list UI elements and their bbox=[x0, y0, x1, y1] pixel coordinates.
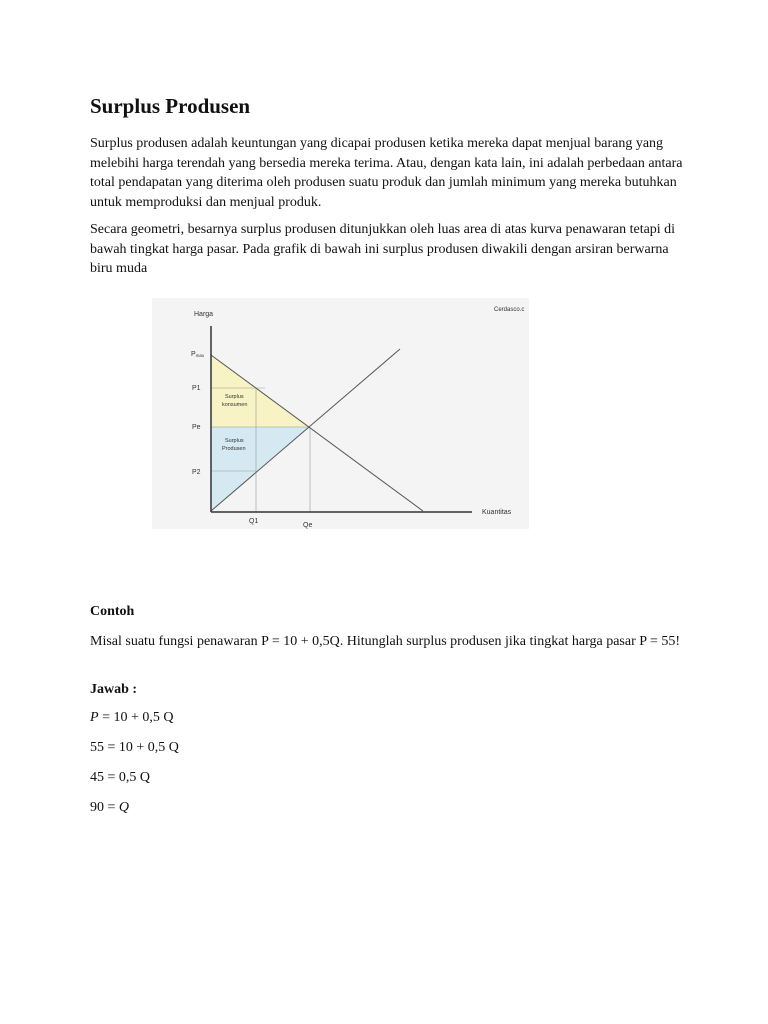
example-heading: Contoh bbox=[90, 604, 135, 619]
consumer-surplus-label-1: Surplus bbox=[225, 394, 244, 400]
equation-step-3: 45 = 0,5 Q bbox=[90, 770, 151, 785]
answer-label: Jawab : bbox=[90, 682, 138, 697]
geometry-paragraph: Secara geometri, besarnya surplus produsen ditunjukkan oleh luas area di atas kurva penawaran tetapi di bawah tingkat harga pasar. Pada grafik di bawah ini surplus produsen diwakili dengan arsiran berwarna biru muda bbox=[90, 222, 676, 276]
equation-step-4: 90 = Q bbox=[90, 800, 130, 815]
equation-step-2: 55 = 10 + 0,5 Q bbox=[90, 740, 179, 755]
step-3-lhs: 45 bbox=[90, 770, 104, 785]
pe-tick: Pe bbox=[192, 424, 201, 431]
step-3-rhs: 0,5 Q bbox=[118, 770, 151, 785]
y-axis-label: Harga bbox=[194, 311, 214, 318]
q1-tick: Q1 bbox=[249, 518, 259, 525]
surplus-diagram bbox=[152, 298, 529, 529]
page-title: Surplus Produsen bbox=[90, 94, 251, 118]
x-axis-label: Kuantitas bbox=[482, 509, 512, 516]
step-4-rhs: Q bbox=[118, 800, 130, 815]
watermark: Cerdasco.c bbox=[494, 307, 525, 313]
qe-tick: Qe bbox=[303, 522, 313, 529]
step-2-rhs: 10 + 0,5 Q bbox=[118, 740, 179, 755]
step-4-lhs: 90 bbox=[90, 800, 104, 815]
step-2-lhs: 55 bbox=[90, 740, 104, 755]
equation-step-1: P = 10 + 0,5 Q bbox=[90, 710, 174, 725]
pmax-tick: Pmax bbox=[191, 351, 205, 358]
p2-tick: P2 bbox=[192, 469, 201, 476]
step-1-lhs: P bbox=[90, 710, 99, 725]
producer-surplus-label-2: Produsen bbox=[222, 446, 246, 452]
step-1-rhs: 10 + 0,5 Q bbox=[113, 710, 174, 725]
consumer-surplus-label-2: konsumen bbox=[222, 402, 248, 408]
intro-paragraph: Surplus produsen adalah keuntungan yang dicapai produsen ketika mereka dapat menjual barang yang melebihi harga terendah yang bersedia mereka terima. Atau, dengan kata lain, ini adalah perbedaan antara total pendapatan yang diterima oleh produsen suatu produk dan jumlah minimum yang mereka butuhkan untuk memproduksi dan menjual produk. bbox=[90, 136, 683, 210]
pmax-tick-sub: max bbox=[195, 353, 205, 358]
p1-tick: P1 bbox=[192, 385, 201, 392]
producer-surplus-label-1: Surplus bbox=[225, 438, 244, 444]
example-paragraph: Misal suatu fungsi penawaran P = 10 + 0,5Q. Hitunglah surplus produsen jika tingkat harga pasar P = 55! bbox=[90, 634, 681, 649]
